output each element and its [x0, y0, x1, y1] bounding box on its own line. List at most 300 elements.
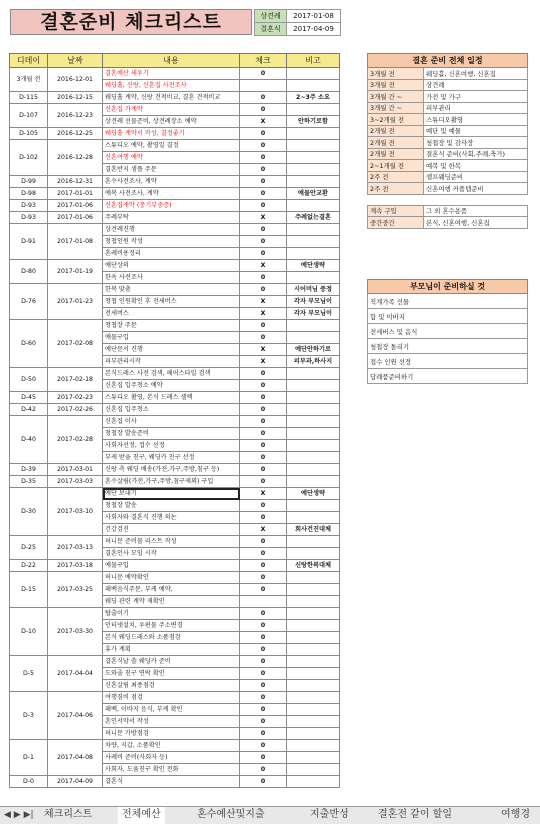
parents-item[interactable]: 청첩장 돌리기 — [368, 339, 528, 354]
date-cell[interactable]: 2017-03-01 — [48, 464, 103, 476]
note-cell[interactable] — [287, 728, 340, 740]
note-cell[interactable] — [287, 248, 340, 260]
date-cell[interactable]: 2017-01-01 — [48, 188, 103, 200]
task-cell[interactable]: 예물구입 — [103, 560, 240, 572]
note-cell[interactable] — [287, 416, 340, 428]
check-cell[interactable]: 0 — [240, 560, 287, 572]
parents-item[interactable]: 답례품준비하기 — [368, 369, 528, 384]
check-cell[interactable]: X — [240, 344, 287, 356]
checklist-table — [9, 53, 340, 788]
note-cell[interactable] — [287, 332, 340, 344]
task-cell[interactable]: 결혼예산 세우기 — [103, 68, 240, 80]
task-cell[interactable]: 주례부탁 — [103, 212, 240, 224]
schedule-what[interactable]: 스튜디오촬영 — [424, 114, 528, 126]
note-cell[interactable] — [287, 608, 340, 620]
dday-cell[interactable]: D-5 — [10, 656, 48, 692]
task-cell[interactable]: 여행짐비 점검 — [103, 692, 240, 704]
task-cell[interactable]: 혼수사전조사, 계약 — [103, 176, 240, 188]
schedule-when[interactable]: 3개월 전 — [368, 68, 424, 80]
check-cell[interactable]: 0 — [240, 404, 287, 416]
col-header-check: 체크 — [240, 54, 287, 68]
date-cell[interactable]: 2017-02-08 — [48, 320, 103, 368]
note-cell[interactable] — [287, 428, 340, 440]
schedule-extra-what[interactable]: 그 외 혼수용품 — [424, 205, 528, 217]
task-cell[interactable]: 결혼식 — [103, 776, 240, 788]
task-cell[interactable]: 혼인서약서 작성 — [103, 716, 240, 728]
note-cell[interactable]: 주례없는결혼 — [287, 212, 340, 224]
task-cell[interactable]: 스튜디오 예약, 촬영일 결정 — [103, 140, 240, 152]
parents-item[interactable]: 함 및 이바지 — [368, 309, 528, 324]
check-cell[interactable]: 0 — [240, 548, 287, 560]
sheet-tab[interactable]: 여행경 — [501, 809, 530, 820]
task-cell[interactable]: 허니문 준비물 리스트 작성 — [103, 536, 240, 548]
task-cell[interactable]: 패백음식주문, 부케 예약, — [103, 584, 240, 596]
table-row — [10, 404, 340, 416]
check-cell[interactable]: 0 — [240, 752, 287, 764]
check-cell[interactable]: 0 — [240, 224, 287, 236]
date-cell[interactable]: 2016-12-25 — [48, 128, 103, 140]
task-cell[interactable]: 신혼집계약 (중기부중증) — [103, 200, 240, 212]
note-cell[interactable]: 회사건진대체 — [287, 524, 340, 536]
note-cell[interactable] — [287, 632, 340, 644]
check-cell[interactable]: 0 — [240, 416, 287, 428]
note-cell[interactable] — [287, 368, 340, 380]
note-cell[interactable] — [287, 200, 340, 212]
check-cell[interactable]: 0 — [240, 428, 287, 440]
task-cell[interactable]: 인터넷설치, 우편물 주소변경 — [103, 620, 240, 632]
check-cell[interactable]: 0 — [240, 740, 287, 752]
note-cell[interactable] — [287, 404, 340, 416]
task-cell[interactable]: 신랑 측 웨딩 배송(가전,가구,주방,침구 등) — [103, 464, 240, 476]
check-cell[interactable]: 0 — [240, 632, 287, 644]
note-cell[interactable] — [287, 176, 340, 188]
check-cell[interactable]: 0 — [240, 716, 287, 728]
check-cell[interactable]: X — [240, 488, 287, 500]
date-cell[interactable]: 2016-12-15 — [48, 92, 103, 104]
task-cell[interactable]: 청첩인원 작성 — [103, 236, 240, 248]
date-cell[interactable]: 2017-04-04 — [48, 656, 103, 692]
schedule-what[interactable]: 상견례 — [424, 79, 528, 91]
note-cell[interactable] — [287, 668, 340, 680]
schedule-what[interactable]: 피부관리 — [424, 102, 528, 114]
schedule-what[interactable]: 신혼여행 커플템준비 — [424, 183, 528, 195]
date-cell[interactable]: 2017-02-18 — [48, 368, 103, 392]
schedule-when[interactable]: 2개월 전 — [368, 148, 424, 160]
check-cell[interactable]: X — [240, 524, 287, 536]
task-cell[interactable]: 탑출이기 — [103, 608, 240, 620]
note-cell[interactable] — [287, 392, 340, 404]
dday-cell[interactable]: D-93 — [10, 200, 48, 212]
task-cell[interactable]: 예물구입 — [103, 332, 240, 344]
note-cell[interactable]: 각자 부모님이 — [287, 296, 340, 308]
task-cell[interactable]: 신혼살림 최종점검 — [103, 680, 240, 692]
schedule-when[interactable]: 3~2개월 전 — [368, 114, 424, 126]
check-cell[interactable]: 0 — [240, 584, 287, 596]
task-cell[interactable]: 사례비 준비(사회자 등) — [103, 752, 240, 764]
note-cell[interactable] — [287, 464, 340, 476]
check-cell[interactable] — [240, 80, 287, 92]
check-cell[interactable]: 0 — [240, 320, 287, 332]
date-cell[interactable]: 2017-03-10 — [48, 488, 103, 536]
task-cell[interactable]: 웨딩홀 계약서 작성, 결정좋기 — [103, 128, 240, 140]
date-cell[interactable]: 2017-03-13 — [48, 536, 103, 560]
check-cell[interactable]: 0 — [240, 656, 287, 668]
sheet-tab[interactable]: 지출반성 — [310, 809, 349, 820]
task-cell[interactable]: 건강검진 — [103, 524, 240, 536]
note-cell[interactable] — [287, 104, 340, 116]
dday-cell[interactable]: D-93 — [10, 212, 48, 224]
date-cell[interactable]: 2017-02-28 — [48, 416, 103, 464]
task-cell[interactable]: 허니문 예약확인 — [103, 572, 240, 584]
note-cell[interactable] — [287, 692, 340, 704]
schedule-what[interactable]: 청첩장 및 감사장 — [424, 137, 528, 149]
schedule-title: 결혼 준비 전체 일정 — [368, 54, 528, 68]
schedule-what[interactable]: 셀프웨딩준비 — [424, 171, 528, 183]
task-cell[interactable]: 웨딩홀, 신랑, 신혼집 사전조사 — [103, 80, 240, 92]
parents-item[interactable]: 직계가족 선물 — [368, 294, 528, 309]
table-row — [10, 776, 340, 788]
task-cell[interactable]: 사회자선정, 접수 선정 — [103, 440, 240, 452]
check-cell[interactable]: 0 — [240, 764, 287, 776]
task-cell[interactable]: 예단상의 — [103, 260, 240, 272]
check-cell[interactable]: 0 — [240, 680, 287, 692]
check-cell[interactable]: 0 — [240, 332, 287, 344]
table-row — [10, 488, 340, 500]
task-cell[interactable]: 본식 웨딩드레스와 소품점검 — [103, 632, 240, 644]
check-cell[interactable]: 0 — [240, 536, 287, 548]
date-cell[interactable]: 2017-02-26 — [48, 404, 103, 416]
note-cell[interactable] — [287, 500, 340, 512]
note-cell[interactable]: 피부과,하사지 — [287, 356, 340, 368]
dday-cell[interactable]: D-105 — [10, 128, 48, 140]
note-cell[interactable] — [287, 644, 340, 656]
note-cell[interactable] — [287, 584, 340, 596]
dday-cell[interactable]: D-39 — [10, 464, 48, 476]
check-cell[interactable]: 0 — [240, 200, 287, 212]
schedule-table — [367, 53, 528, 229]
check-cell[interactable]: 0 — [240, 284, 287, 296]
dday-cell[interactable]: D-50 — [10, 368, 48, 392]
note-cell[interactable] — [287, 236, 340, 248]
note-cell[interactable] — [287, 272, 340, 284]
date-cell[interactable]: 2017-01-06 — [48, 212, 103, 224]
schedule-when[interactable]: 3개월 전 — [368, 79, 424, 91]
note-cell[interactable]: 신랑한복대체 — [287, 560, 340, 572]
note-cell[interactable] — [287, 548, 340, 560]
dday-cell[interactable]: D-15 — [10, 572, 48, 608]
schedule-when[interactable]: 2~1개월 전 — [368, 160, 424, 172]
note-cell[interactable]: 예단안하기로 — [287, 344, 340, 356]
table-row — [10, 104, 340, 116]
task-cell[interactable]: 상견례 선물준비, 상견례장소 예약 — [103, 116, 240, 128]
check-cell[interactable]: 0 — [240, 128, 287, 140]
note-cell[interactable] — [287, 716, 340, 728]
dday-cell[interactable]: D-30 — [10, 488, 48, 536]
meeting-date-value[interactable]: 2017-01-08 — [287, 10, 341, 23]
schedule-what[interactable]: 예복 및 한복 — [424, 160, 528, 172]
check-cell[interactable]: 0 — [240, 512, 287, 524]
check-cell[interactable]: 0 — [240, 104, 287, 116]
date-cell[interactable]: 2017-01-06 — [48, 200, 103, 212]
task-cell[interactable]: 도와줄 친구 연락 확인 — [103, 668, 240, 680]
check-cell[interactable]: 0 — [240, 776, 287, 788]
check-cell[interactable]: X — [240, 260, 287, 272]
task-cell[interactable]: 패백, 이바지 음식, 부케 확인 — [103, 704, 240, 716]
check-cell[interactable]: 0 — [240, 572, 287, 584]
task-cell[interactable]: 결혼반지 샘플 주문 — [103, 164, 240, 176]
dday-cell[interactable]: D-99 — [10, 176, 48, 188]
check-cell[interactable]: X — [240, 116, 287, 128]
task-cell[interactable]: 전세버스 — [103, 308, 240, 320]
note-cell[interactable]: 2~3주 소요 — [287, 92, 340, 104]
note-cell[interactable]: 시어머님 증정 — [287, 284, 340, 296]
dday-cell[interactable]: D-35 — [10, 476, 48, 488]
dday-cell[interactable]: D-40 — [10, 416, 48, 464]
note-cell[interactable] — [287, 704, 340, 716]
note-cell[interactable] — [287, 80, 340, 92]
note-cell[interactable] — [287, 152, 340, 164]
check-cell[interactable]: X — [240, 212, 287, 224]
schedule-what[interactable]: 웨딩홀, 신혼여행, 신혼집 — [424, 68, 528, 80]
note-cell[interactable] — [287, 656, 340, 668]
check-cell[interactable]: X — [240, 308, 287, 320]
dday-cell[interactable]: D-0 — [10, 776, 48, 788]
note-cell[interactable] — [287, 140, 340, 152]
date-cell[interactable]: 2017-03-30 — [48, 608, 103, 656]
parents-table — [367, 279, 528, 384]
note-cell[interactable] — [287, 740, 340, 752]
dday-cell[interactable]: D-80 — [10, 260, 48, 284]
check-cell[interactable]: 0 — [240, 140, 287, 152]
table-row — [10, 140, 340, 152]
note-cell[interactable] — [287, 476, 340, 488]
note-cell[interactable]: 각자 부모님이 — [287, 308, 340, 320]
date-cell[interactable]: 2016-12-28 — [48, 140, 103, 176]
check-cell[interactable]: 0 — [240, 440, 287, 452]
note-cell[interactable] — [287, 680, 340, 692]
note-cell[interactable] — [287, 752, 340, 764]
check-cell[interactable]: 0 — [240, 152, 287, 164]
dday-cell[interactable]: D-115 — [10, 92, 48, 104]
parents-item[interactable]: 접수 인원 선정 — [368, 354, 528, 369]
date-cell[interactable]: 2016-12-23 — [48, 104, 103, 128]
task-cell[interactable]: 결혼식날 쓸 웨딩카 준비 — [103, 656, 240, 668]
task-cell[interactable]: 신혼집 입주청소 — [103, 404, 240, 416]
task-cell[interactable]: 청첩장 발송 — [103, 500, 240, 512]
task-cell[interactable]: 신혼집 이사 — [103, 416, 240, 428]
task-cell[interactable]: 스튜디오 촬영, 본식 드레스 셀렉 — [103, 392, 240, 404]
check-cell[interactable]: 0 — [240, 236, 287, 248]
task-cell[interactable]: 혼례비용정리 — [103, 248, 240, 260]
table-row — [10, 572, 340, 584]
task-cell[interactable]: 예단 보내기 — [103, 488, 240, 500]
check-cell[interactable]: 0 — [240, 644, 287, 656]
task-cell[interactable]: 부케 받을 친구, 웨딩카 친구 선정 — [103, 452, 240, 464]
date-cell[interactable]: 2017-02-23 — [48, 392, 103, 404]
dday-cell[interactable]: D-76 — [10, 284, 48, 320]
table-row — [10, 260, 340, 272]
parents-title: 부모님이 준비하실 것 — [368, 280, 528, 294]
task-cell[interactable]: 청첩 인원확인 후 전세버스 — [103, 296, 240, 308]
task-cell[interactable]: 혼수살림(가전,가구,주방,침구제외) 구입 — [103, 476, 240, 488]
dday-cell[interactable]: D-98 — [10, 188, 48, 200]
schedule-what[interactable]: 가전 및 가구 — [424, 91, 528, 103]
task-cell[interactable]: 한복 맞춤 — [103, 284, 240, 296]
sheet-nav-icons[interactable]: ◀ ▶ ▶| — [4, 810, 34, 820]
task-cell[interactable]: 결혼인사 모임 시작 — [103, 548, 240, 560]
note-cell[interactable] — [287, 776, 340, 788]
task-cell[interactable]: 신혼집 입주청소 예약 — [103, 380, 240, 392]
dday-cell[interactable]: D-91 — [10, 224, 48, 260]
sheet-tab[interactable]: 체크리스트 — [44, 809, 93, 820]
note-cell[interactable] — [287, 128, 340, 140]
check-cell[interactable]: 0 — [240, 476, 287, 488]
schedule-when[interactable]: 2주 전 — [368, 183, 424, 195]
date-cell[interactable]: 2017-03-18 — [48, 560, 103, 572]
check-cell[interactable]: 0 — [240, 620, 287, 632]
task-cell[interactable]: 웨딩 관련 계약 재확인 — [103, 596, 240, 608]
check-cell[interactable]: 0 — [240, 176, 287, 188]
dday-cell[interactable]: D-3 — [10, 692, 48, 740]
schedule-what[interactable]: 결혼식 준비(사회,주례,축가) — [424, 148, 528, 160]
task-cell[interactable]: 신혼여행 예약 — [103, 152, 240, 164]
note-cell[interactable] — [287, 68, 340, 80]
task-cell[interactable]: 차량, 지갑, 소품확인 — [103, 740, 240, 752]
check-cell[interactable]: 0 — [240, 452, 287, 464]
note-cell[interactable] — [287, 764, 340, 776]
note-cell[interactable] — [287, 380, 340, 392]
check-cell[interactable]: 0 — [240, 368, 287, 380]
schedule-row — [368, 183, 528, 195]
sheet-tab[interactable]: 결혼전 같이 할일 — [378, 809, 452, 820]
note-cell[interactable] — [287, 440, 340, 452]
note-cell[interactable]: 예단생략 — [287, 488, 340, 500]
table-row — [10, 368, 340, 380]
task-cell[interactable]: 웨딩홀 계약, 신랑 견적비교, 결혼 견적비교 — [103, 92, 240, 104]
check-cell[interactable]: X — [240, 296, 287, 308]
check-cell[interactable]: 0 — [240, 464, 287, 476]
date-cell[interactable]: 2017-04-06 — [48, 692, 103, 740]
check-cell[interactable]: 0 — [240, 692, 287, 704]
dday-cell[interactable]: 3개월 전 — [10, 68, 48, 92]
check-cell[interactable]: 0 — [240, 92, 287, 104]
task-cell[interactable]: 한옥 사전조사 — [103, 272, 240, 284]
note-cell[interactable] — [287, 320, 340, 332]
dday-cell[interactable]: D-107 — [10, 104, 48, 128]
task-cell[interactable]: 사회자와 결혼식 진행 의논 — [103, 512, 240, 524]
task-cell[interactable]: 신혼집 가계약 — [103, 104, 240, 116]
sheet-tab[interactable]: 전체예산 — [118, 807, 165, 824]
schedule-row — [368, 137, 528, 149]
dday-cell[interactable]: D-45 — [10, 392, 48, 404]
note-cell[interactable]: 안하기로함 — [287, 116, 340, 128]
schedule-what[interactable]: 예단 및 예물 — [424, 125, 528, 137]
table-row — [10, 200, 340, 212]
dday-cell[interactable]: D-1 — [10, 740, 48, 776]
note-cell[interactable] — [287, 224, 340, 236]
parents-row — [368, 294, 528, 309]
task-cell[interactable]: 예복 사전조사, 계약 — [103, 188, 240, 200]
task-cell[interactable]: 청첩장 주문 — [103, 320, 240, 332]
check-cell[interactable]: 0 — [240, 704, 287, 716]
schedule-row — [368, 114, 528, 126]
task-cell[interactable]: 피부관리시작 — [103, 356, 240, 368]
date-cell[interactable]: 2017-04-09 — [48, 776, 103, 788]
check-cell[interactable]: 0 — [240, 248, 287, 260]
table-row — [10, 416, 340, 428]
schedule-extra-when[interactable]: 계속 구입 — [368, 205, 424, 217]
date-cell[interactable]: 2017-04-08 — [48, 740, 103, 776]
check-cell[interactable]: 0 — [240, 392, 287, 404]
note-cell[interactable] — [287, 572, 340, 584]
dday-cell[interactable]: D-60 — [10, 320, 48, 368]
dday-cell[interactable]: D-25 — [10, 536, 48, 560]
note-cell[interactable]: 예물안교환 — [287, 188, 340, 200]
dday-cell[interactable]: D-102 — [10, 140, 48, 176]
date-cell[interactable]: 2016-12-31 — [48, 176, 103, 188]
date-cell[interactable]: 2017-01-08 — [48, 224, 103, 260]
note-cell[interactable] — [287, 620, 340, 632]
note-cell[interactable] — [287, 164, 340, 176]
sheet-tab[interactable]: 혼수예산및지출 — [197, 809, 265, 820]
check-cell[interactable]: 0 — [240, 164, 287, 176]
date-cell[interactable]: 2017-03-25 — [48, 572, 103, 608]
check-cell[interactable]: 0 — [240, 188, 287, 200]
task-cell[interactable]: 휴가 계획 — [103, 644, 240, 656]
dday-cell[interactable]: D-10 — [10, 608, 48, 656]
schedule-when[interactable]: 2주 전 — [368, 171, 424, 183]
check-cell[interactable]: 0 — [240, 68, 287, 80]
schedule-when[interactable]: 2개월 전 — [368, 125, 424, 137]
schedule-when[interactable]: 2개월 전 — [368, 137, 424, 149]
note-cell[interactable] — [287, 536, 340, 548]
schedule-when[interactable]: 3개월 간 ~ — [368, 102, 424, 114]
dday-cell[interactable]: D-42 — [10, 404, 48, 416]
check-cell[interactable]: 0 — [240, 500, 287, 512]
task-cell[interactable]: 본식드레스 사전 검색, 헤어스타일 검색 — [103, 368, 240, 380]
check-cell[interactable]: 0 — [240, 380, 287, 392]
schedule-extra-when[interactable]: 중간중간 — [368, 217, 424, 229]
dday-cell[interactable]: D-22 — [10, 560, 48, 572]
check-cell[interactable] — [240, 596, 287, 608]
check-cell[interactable]: 0 — [240, 668, 287, 680]
check-cell[interactable]: X — [240, 356, 287, 368]
task-cell[interactable]: 청첩장 발송준비 — [103, 428, 240, 440]
note-cell[interactable]: 예단생략 — [287, 260, 340, 272]
task-cell[interactable]: 상견례진행 — [103, 224, 240, 236]
schedule-when[interactable]: 3개월 간 ~ — [368, 91, 424, 103]
parents-row — [368, 324, 528, 339]
note-cell[interactable] — [287, 452, 340, 464]
schedule-row — [368, 79, 528, 91]
date-cell[interactable]: 2017-01-19 — [48, 260, 103, 284]
date-cell[interactable]: 2017-03-03 — [48, 476, 103, 488]
task-cell[interactable]: 예단문서 진행 — [103, 344, 240, 356]
check-cell[interactable]: 0 — [240, 272, 287, 284]
check-cell[interactable]: 0 — [240, 608, 287, 620]
wedding-date-value[interactable]: 2017-04-09 — [287, 23, 341, 36]
date-cell[interactable]: 2017-01-23 — [48, 284, 103, 320]
check-cell[interactable]: 0 — [240, 728, 287, 740]
note-cell[interactable] — [287, 512, 340, 524]
schedule-extra-what[interactable]: 본식, 신혼여행, 신혼집 — [424, 217, 528, 229]
date-cell[interactable]: 2016-12-01 — [48, 68, 103, 92]
task-cell[interactable]: 허니문 가방점검 — [103, 728, 240, 740]
task-cell[interactable]: 사회자, 도움친구 확인 전화 — [103, 764, 240, 776]
note-cell[interactable] — [287, 596, 340, 608]
parents-item[interactable]: 전세버스 및 음식 — [368, 324, 528, 339]
schedule-row — [368, 91, 528, 103]
